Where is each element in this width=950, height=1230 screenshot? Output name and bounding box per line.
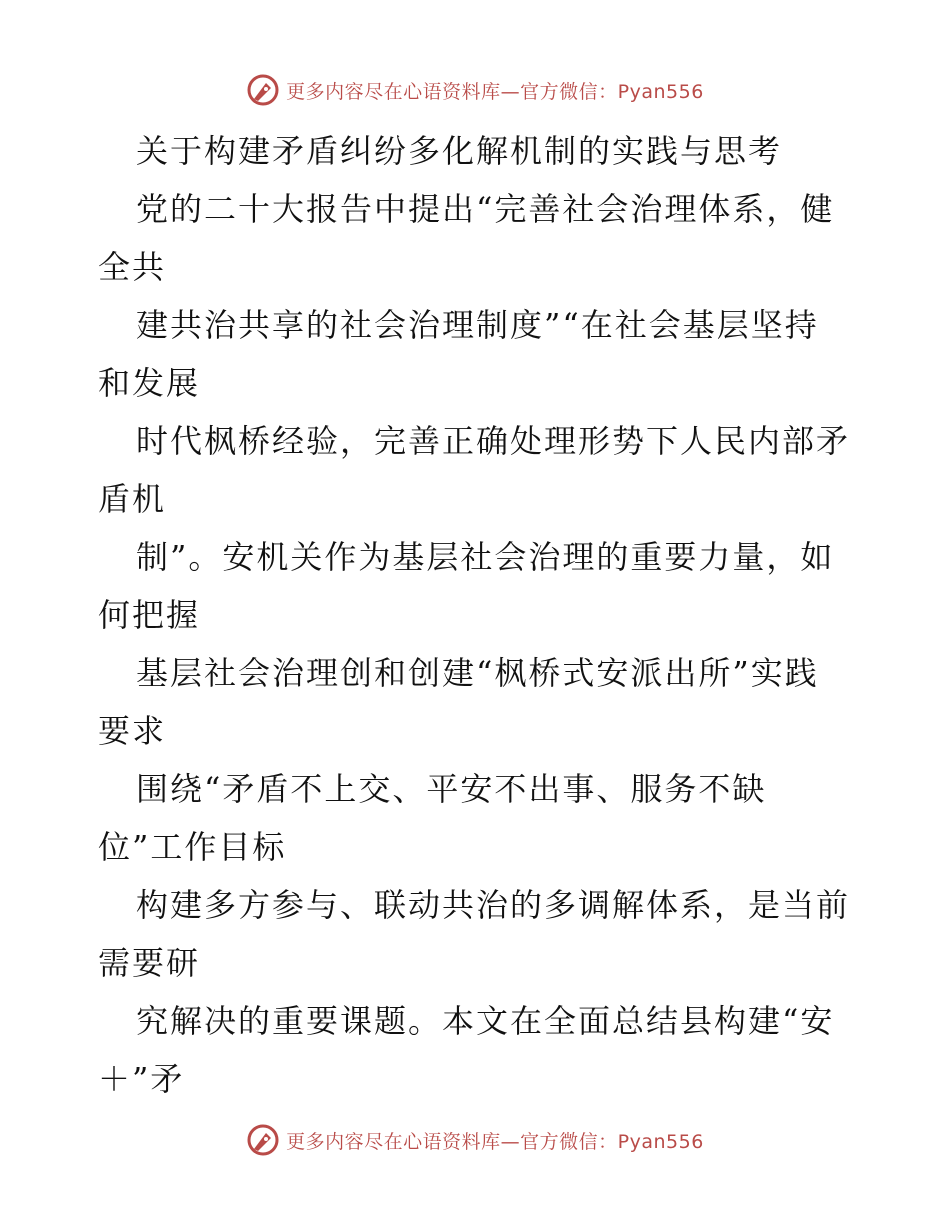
text-line: 全共 xyxy=(98,248,167,286)
pen-nib-circle-icon xyxy=(246,73,280,107)
text-line: 构建多方参与、联动共治的多调解体系，是当前 xyxy=(136,886,851,924)
text-line: 制”。安机关作为基层社会治理的重要力量，如 xyxy=(136,538,835,576)
text-line: 时代枫桥经验，完善正确处理形势下人民内部矛 xyxy=(136,422,851,460)
document-title: 关于构建矛盾纠纷多化解机制的实践与思考 xyxy=(136,132,783,170)
text-line: 围绕“矛盾不上交、平安不出事、服务不缺 xyxy=(136,770,767,808)
text-line: 位”工作目标 xyxy=(98,828,287,866)
watermark-text: 更多内容尽在心语资料库—官方微信：Pyan556 xyxy=(286,80,704,103)
text-line: 需要研 xyxy=(98,944,201,982)
text-line: 盾机 xyxy=(98,480,167,518)
text-line: 党的二十大报告中提出“完善社会治理体系，健 xyxy=(136,190,835,228)
watermark-text: 更多内容尽在心语资料库—官方微信：Pyan556 xyxy=(286,1130,704,1153)
document-body xyxy=(98,122,858,1108)
text-line: 和发展 xyxy=(98,364,201,402)
text-line: 要求 xyxy=(98,712,167,750)
header-watermark xyxy=(0,70,950,110)
footer-watermark xyxy=(0,1120,950,1160)
text-line: 建共治共享的社会治理制度”“在社会基层坚持 xyxy=(136,306,819,344)
text-line: ＋”矛 xyxy=(98,1060,185,1098)
text-line: 基层社会治理创和创建“枫桥式安派出所”实践 xyxy=(136,654,819,692)
text-line: 究解决的重要课题。本文在全面总结县构建“安 xyxy=(136,1002,835,1040)
text-line: 何把握 xyxy=(98,596,201,634)
pen-nib-circle-icon xyxy=(246,1123,280,1157)
